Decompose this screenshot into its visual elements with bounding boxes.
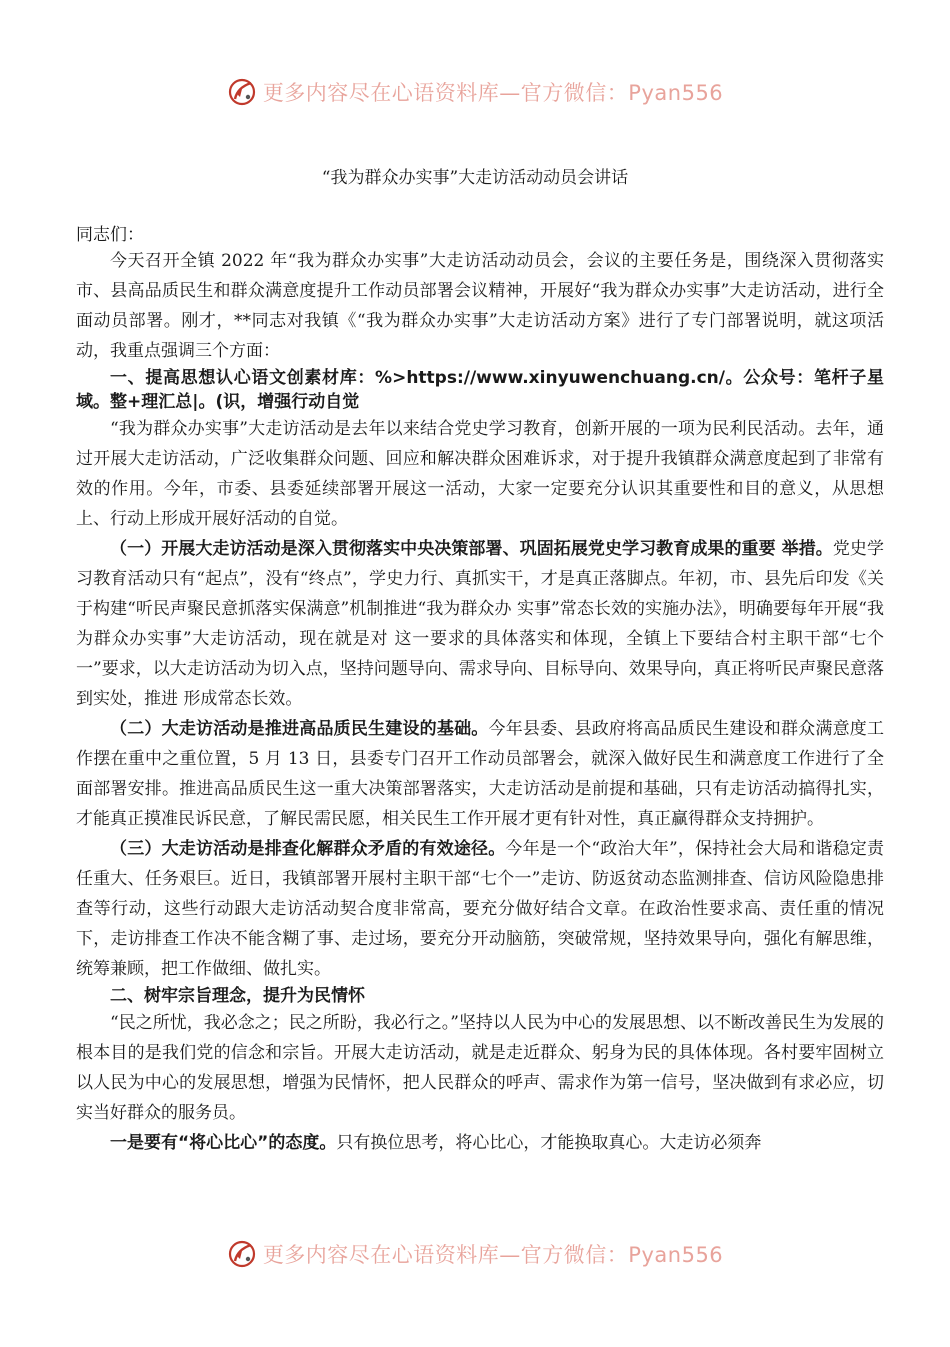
point-4-text: 只有换位思考，将心比心，才能换取真心。大走访必须奔 bbox=[336, 1133, 762, 1153]
point-1-lead: （一）开展大走访活动是深入贯彻落实中央决策部署、巩固拓展党史学习教育成果的重要 举措。 bbox=[110, 539, 833, 559]
watermark-text: 更多内容尽在心语资料库—官方微信：Pyan556 bbox=[262, 81, 724, 105]
point-3-text: 今年是一个“政治大年”，保持社会大局和谐稳定责任重大、任务艰巨。近日，我镇部署开展村主职干部“七个一”走访、防返贫动态监测排查、信访风险隐患排查等行动，这些行动跟大走访活动契合度非常高，要充分做好结合文章。在政治性要求高、责任重的情况下，走访排查工作决不能含糊了事、走过场，要充分开动脑筋，突破常规，坚持效果导向，强化有解思维，统筹兼顾，把工作做细、做扎实。 bbox=[76, 839, 884, 979]
salutation: 同志们： bbox=[76, 225, 144, 245]
document-title: “我为群众办实事”大走访活动动员会讲话 bbox=[321, 168, 629, 188]
point-2-lead: （二）大走访活动是推进高品质民生建设的基础。 bbox=[110, 719, 489, 739]
watermark-text: 更多内容尽在心语资料库—官方微信：Pyan556 bbox=[262, 1243, 724, 1267]
point-1-text: 党史学习教育活动只有“起点”，没有“终点”，学史力行、真抓实干，才是真正落脚点。年初，市、县先后印发《关于构建“听民声聚民意抓落实保满意”机制推进“我为群众办 实事”常态长效的实施办法》，明确要每年开展“我为群众办实事”大走访活动，现在就是对 这一要求的具体落实和体现，全镇上下要结合村主职干部“七个一”要求，以大走访活动为切入点，坚持问题导向、需求导向、目标导向、效果导向，真正将听民声聚民意落到实处，推进 形成常态长效。 bbox=[76, 539, 884, 709]
intro-paragraph: 今天召开全镇 2022 年“我为群众办实事”大走访活动动员会，会议的主要任务是，围绕深入贯彻落实市、县高品质民生和群众满意度提升工作动员部署会议精神，开展好“我为群众办实事”大走访活动，进行全面动员部署。刚才，**同志对我镇《“我为群众办实事”大走访活动方案》进行了专门部署说明，就这项活动，我重点强调三个方面： bbox=[76, 251, 884, 361]
point-2-text: 今年县委、县政府将高品质民生建设和群众满意度工作摆在重中之重位置，5 月 13 日，县委专门召开工作动员部署会，就深入做好民生和满意度工作进行了全面部署安排。推进高品质民生这一重大决策部署落实，大走访活动是前提和基础，只有走访活动搞得扎实，才能真正摸准民诉民意，了解民需民愿，相关民生工作开展才更有针对性，真正赢得群众支持拥护。 bbox=[76, 719, 884, 829]
section-1-paragraph: “我为群众办实事”大走访活动是去年以来结合党史学习教育，创新开展的一项为民利民活动。去年，通过开展大走访活动，广泛收集群众问题、回应和解决群众困难诉求，对于提升我镇群众满意度起到了非常有效的作用。今年，市委、县委延续部署开展这一活动，大家一定要充分认识其重要性和目的意义，从思想上、行动上形成开展好活动的自觉。 bbox=[76, 419, 884, 529]
watermark-banner-bottom bbox=[0, 1232, 950, 1276]
point-2-paragraph bbox=[76, 714, 884, 834]
section-2-heading: 二、树牢宗旨理念，提升为民情怀 bbox=[110, 986, 365, 1006]
point-3-lead: （三）大走访活动是排查化解群众矛盾的有效途径。 bbox=[110, 839, 506, 859]
point-4-paragraph bbox=[76, 1128, 884, 1158]
section-2-paragraph: “民之所忧，我必念之；民之所盼，我必行之。”坚持以人民为中心的发展思想、以不断改善民生为发展的根本目的是我们党的信念和宗旨。开展大走访活动，就是走近群众、躬身为民的具体体现。各村要牢固树立以人民为中心的发展思想，增强为民情怀，把人民群众的呼声、需求作为第一信号，坚决做到有求必应，切实当好群众的服务员。 bbox=[76, 1013, 884, 1123]
document-body bbox=[76, 246, 884, 1158]
point-4-lead: 一是要有“将心比心”的态度。 bbox=[110, 1133, 337, 1153]
brand-logo-icon bbox=[227, 1239, 257, 1269]
point-3-paragraph bbox=[76, 834, 884, 984]
brand-logo-icon bbox=[227, 77, 257, 107]
watermark-banner-top bbox=[0, 70, 950, 114]
point-1-paragraph bbox=[76, 534, 884, 714]
section-1-heading: 一、提高思想认心语文创素材库：%>https://www.xinyuwenchuang.cn/。公众号：笔杆子星域。整+理汇总|。(识，增强行动自觉 bbox=[76, 368, 884, 412]
